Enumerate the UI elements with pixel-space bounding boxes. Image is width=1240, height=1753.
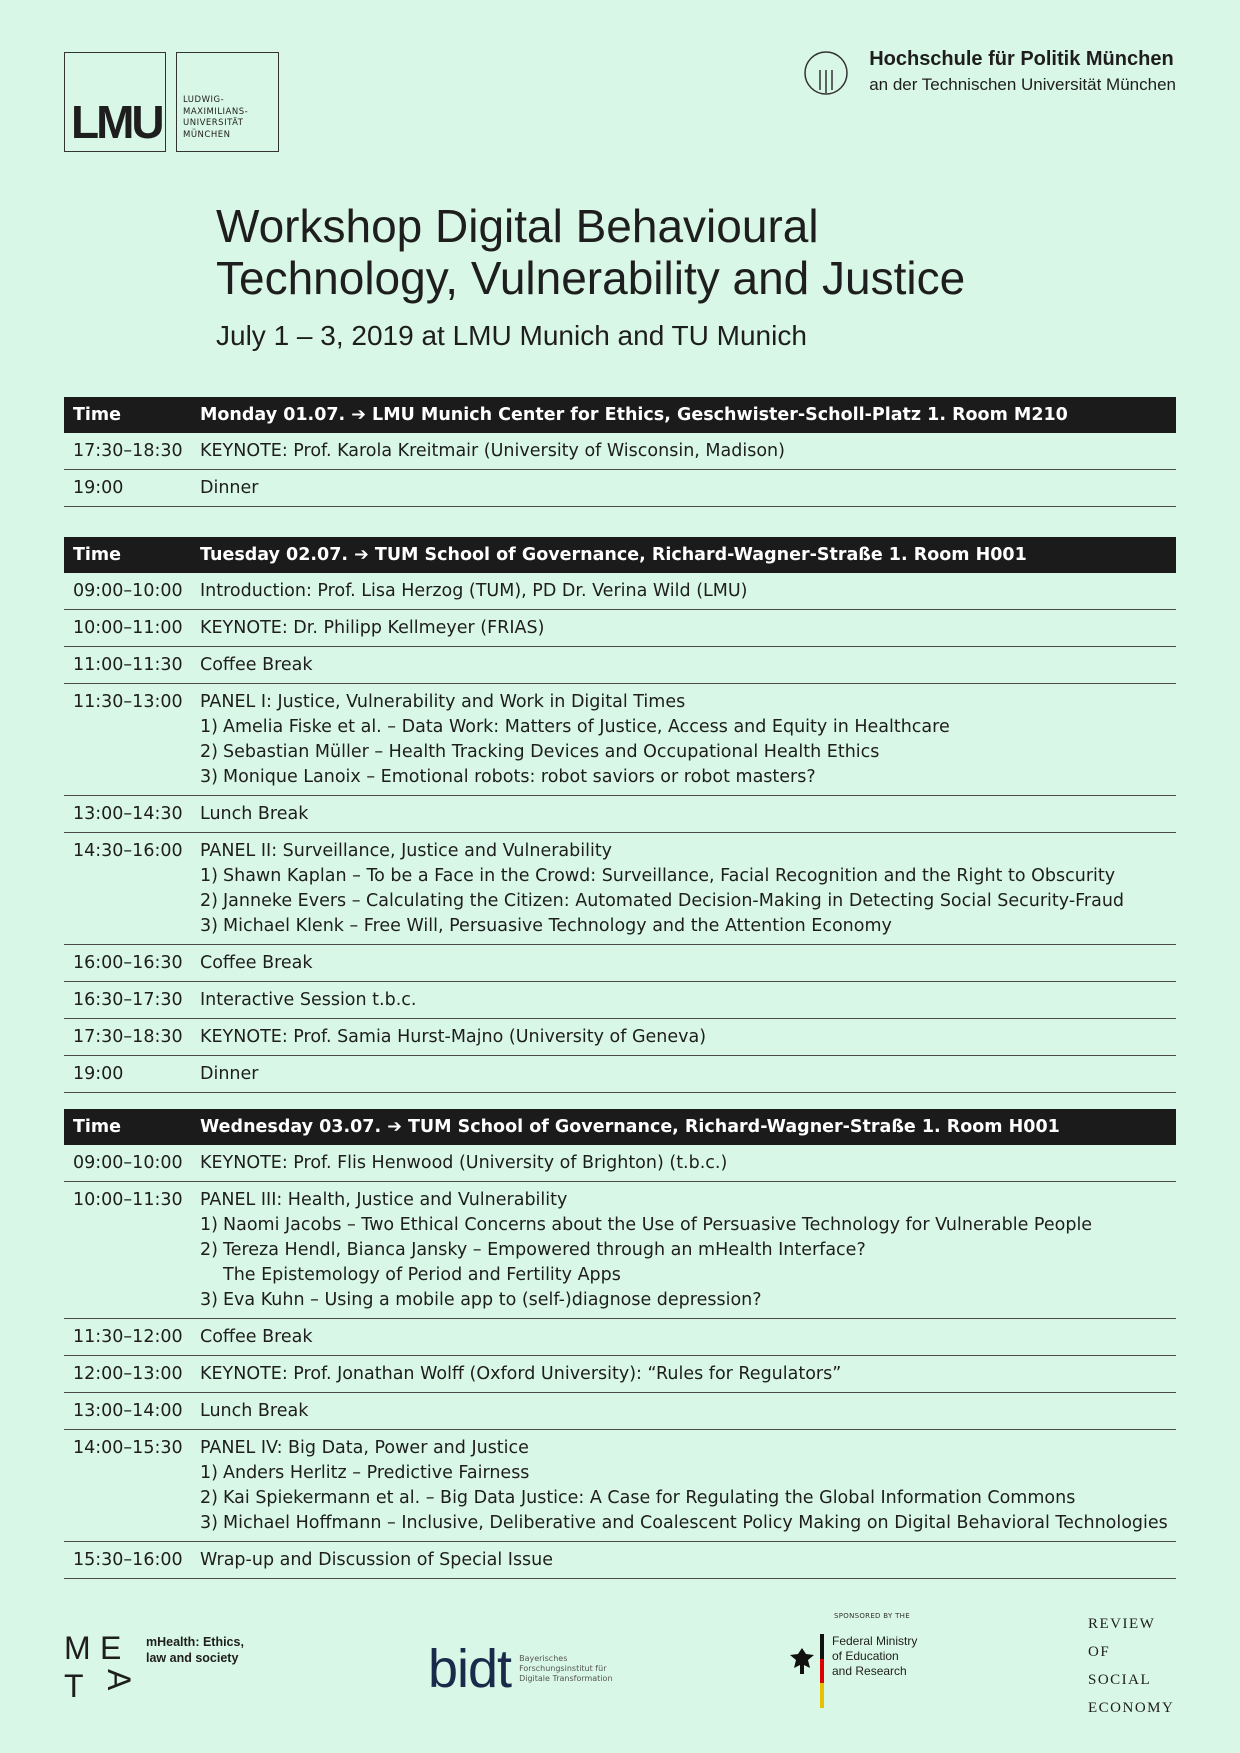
meta-letter: M [64,1630,91,1666]
lmu-name-line: MAXIMILIANS- [183,106,249,117]
panel-talk [200,1486,1176,1511]
panel-talk [200,765,1176,790]
row-time: 16:30–17:30 [73,990,183,1010]
schedule-row [64,1393,1176,1430]
panel-talk [200,914,1176,939]
panel-talk [200,1213,1176,1238]
talk-title: Amelia Fiske et al. – Data Work: Matters of Justice, Access and Equity in Healthcare [223,717,950,737]
row-event: KEYNOTE: Dr. Philipp Kellmeyer (FRIAS) [200,618,545,638]
talk-number: 1) [200,1463,218,1483]
talk-number: 2) [200,1240,218,1260]
row-time: 13:00–14:00 [73,1401,183,1421]
panel-title: PANEL I: Justice, Vulnerability and Work in Digital Times [200,692,686,712]
lmu-name-line: UNIVERSITÄT [183,118,244,128]
panel-talk [200,740,1176,765]
day-header [64,397,1176,433]
talk-title: Anders Herlitz – Predictive Fairness [223,1463,530,1483]
bidt-subtext: Forschungsinstitut für [519,1664,607,1673]
row-time: 14:30–16:00 [73,841,183,861]
talk-number: 3) [200,767,218,787]
schedule-row [64,470,1176,507]
schedule-row [64,1319,1176,1356]
review-of-social-economy-logo [1088,1610,1174,1722]
row-event: Dinner [200,478,259,498]
lmu-name-line: MÜNCHEN [183,129,231,140]
day-schedule-wednesday [64,1109,1176,1579]
talk-number: 1) [200,1215,218,1235]
row-event: KEYNOTE: Prof. Karola Kreitmair (University of Wisconsin, Madison) [200,441,785,461]
rose-line: SOCIAL [1088,1672,1152,1688]
row-time: 11:30–12:00 [73,1327,183,1347]
row-time: 09:00–10:00 [73,1153,183,1173]
row-time: 11:30–13:00 [73,692,183,712]
page-subtitle: July 1 – 3, 2019 at LMU Munich and TU Munich [216,320,807,351]
day-schedule-monday [64,397,1176,507]
row-time: 09:00–10:00 [73,581,183,601]
talk-title: Michael Klenk – Free Will, Persuasive Technology and the Attention Economy [223,916,892,936]
schedule-row [64,1145,1176,1182]
hfp-subtitle: an der Technischen Universität München [869,75,1176,94]
rose-line: OF [1088,1644,1111,1660]
row-event: Interactive Session t.b.c. [200,990,417,1010]
talk-title: Naomi Jacobs – Two Ethical Concerns about the Use of Persuasive Technology for Vulnerable People [223,1215,1093,1235]
meta-label: law and society [146,1651,239,1665]
day-schedule-tuesday [64,537,1176,1093]
row-time: 16:00–16:30 [73,953,183,973]
sponsor-footer [0,1600,1240,1730]
schedule-row [64,945,1176,982]
row-time: 15:30–16:00 [73,1550,183,1570]
day-heading: Monday 01.07. ➔ LMU Munich Center for Ethics, Geschwister-Scholl-Platz 1. Room M210 [200,405,1068,425]
row-time: 19:00 [73,478,124,498]
talk-number: 1) [200,866,218,886]
talk-title: Michael Hoffmann – Inclusive, Deliberative and Coalescent Policy Making on Digital Behavioral Technologies [223,1513,1168,1533]
bmbf-name: Federal Ministry [832,1634,918,1648]
bmbf-sponsor-label: SPONSORED BY THE [834,1612,910,1620]
lmu-name-line: LUDWIG- [183,95,225,105]
talk-number: 3) [200,916,218,936]
schedule-row [64,1542,1176,1579]
panel-title: PANEL II: Surveillance, Justice and Vulnerability [200,841,613,861]
time-column-header: Time [73,545,122,565]
meta-letter: E [100,1630,122,1666]
bidt-logo [428,1638,613,1700]
row-event: Lunch Break [200,1401,309,1421]
schedule-row [64,647,1176,684]
panel-talk [200,1238,1176,1288]
bmbf-name: of Education [832,1649,899,1663]
talk-number: 3) [200,1290,218,1310]
page-title [216,200,965,304]
talk-number: 2) [200,1488,218,1508]
meta-label: mHealth: Ethics, [146,1635,244,1649]
row-time: 17:30–18:30 [73,441,183,461]
federal-eagle-icon [788,1646,816,1676]
schedule-row-panel [64,833,1176,945]
schedule-row-panel [64,1182,1176,1319]
row-time: 12:00–13:00 [73,1364,183,1384]
page-title-line-1: Workshop Digital Behavioural [216,200,819,252]
row-time: 17:30–18:30 [73,1027,183,1047]
panel-talk [200,1288,1176,1313]
panel-title: PANEL III: Health, Justice and Vulnerability [200,1190,568,1210]
talk-title: Sebastian Müller – Health Tracking Devices and Occupational Health Ethics [223,742,880,762]
day-header [64,537,1176,573]
schedule-row-panel [64,684,1176,796]
talk-number: 2) [200,891,218,911]
lmu-logo-mark [64,52,166,152]
page-title-line-2: Technology, Vulnerability and Justice [216,252,966,304]
bmbf-logo [784,1612,917,1708]
row-event: Lunch Break [200,804,309,824]
talk-title: Shawn Kaplan – To be a Face in the Crowd: Surveillance, Facial Recognition and the Right to Obscurity [223,866,1116,886]
row-time: 19:00 [73,1064,124,1084]
talk-title: Eva Kuhn – Using a mobile app to (self-)diagnose depression? [223,1290,762,1310]
row-event: Coffee Break [200,1327,313,1347]
lmu-logo-letters: LMU [71,96,162,148]
meta-logo [64,1630,244,1706]
talk-title: Janneke Evers – Calculating the Citizen: Automated Decision-Making in Detecting Social Security-Fraud [223,891,1125,911]
row-event: KEYNOTE: Prof. Flis Henwood (University of Brighton) (t.b.c.) [200,1153,728,1173]
bmbf-name: and Research [832,1664,907,1678]
talk-title-continued: The Epistemology of Period and Fertility Apps [223,1265,621,1285]
panel-title: PANEL IV: Big Data, Power and Justice [200,1438,529,1458]
day-header [64,1109,1176,1145]
talk-number: 1) [200,717,218,737]
schedule-row [64,433,1176,470]
rose-line: ECONOMY [1088,1700,1175,1716]
schedule-row [64,1019,1176,1056]
lmu-logo [64,52,279,152]
time-column-header: Time [73,405,122,425]
panel-talk [200,889,1176,914]
panel-talk [200,864,1176,889]
talk-number: 2) [200,742,218,762]
row-time: 14:00–15:30 [73,1438,183,1458]
lmu-logo-name [176,52,279,152]
schedule-row [64,796,1176,833]
bidt-subtext: Digitale Transformation [519,1674,613,1683]
row-event: Wrap-up and Discussion of Special Issue [200,1550,554,1570]
hfp-title: Hochschule für Politik München [869,48,1174,70]
schedule-row [64,610,1176,647]
bidt-subtext: Bayerisches [519,1654,568,1663]
panel-talk [200,1461,1176,1486]
row-event: Dinner [200,1064,259,1084]
meta-letter: A [101,1669,137,1691]
talk-title: Tereza Hendl, Bianca Jansky – Empowered through an mHealth Interface? [223,1240,866,1260]
row-event: KEYNOTE: Prof. Samia Hurst-Majno (University of Geneva) [200,1027,707,1047]
day-heading: Tuesday 02.07. ➔ TUM School of Governance, Richard-Wagner-Straße 1. Room H001 [200,545,1027,565]
row-event: Coffee Break [200,953,313,973]
row-time: 13:00–14:30 [73,804,183,824]
row-event: Coffee Break [200,655,313,675]
day-heading: Wednesday 03.07. ➔ TUM School of Governance, Richard-Wagner-Straße 1. Room H001 [200,1117,1060,1137]
hfp-logo [803,48,1176,96]
panel-talk [200,715,1176,740]
german-flag-bar [820,1634,824,1708]
schedule-row [64,1056,1176,1093]
talk-number: 3) [200,1513,218,1533]
row-time: 11:00–11:30 [73,655,183,675]
bidt-wordmark: bidt [428,1639,512,1699]
schedule-row [64,1356,1176,1393]
row-time: 10:00–11:30 [73,1190,183,1210]
row-event: KEYNOTE: Prof. Jonathan Wolff (Oxford University): “Rules for Regulators” [200,1364,842,1384]
row-event: Introduction: Prof. Lisa Herzog (TUM), PD Dr. Verina Wild (LMU) [200,581,748,601]
talk-title: Kai Spiekermann et al. – Big Data Justice: A Case for Regulating the Global Information Commons [223,1488,1076,1508]
schedule-row-panel [64,1430,1176,1542]
hfp-emblem-icon [803,50,849,96]
time-column-header: Time [73,1117,122,1137]
row-time: 10:00–11:00 [73,618,183,638]
meta-letter: T [64,1668,84,1704]
panel-talk [200,1511,1176,1536]
schedule-row [64,573,1176,610]
rose-line: REVIEW [1088,1616,1156,1632]
talk-title: Monique Lanoix – Emotional robots: robot saviors or robot masters? [223,767,816,787]
schedule-row [64,982,1176,1019]
